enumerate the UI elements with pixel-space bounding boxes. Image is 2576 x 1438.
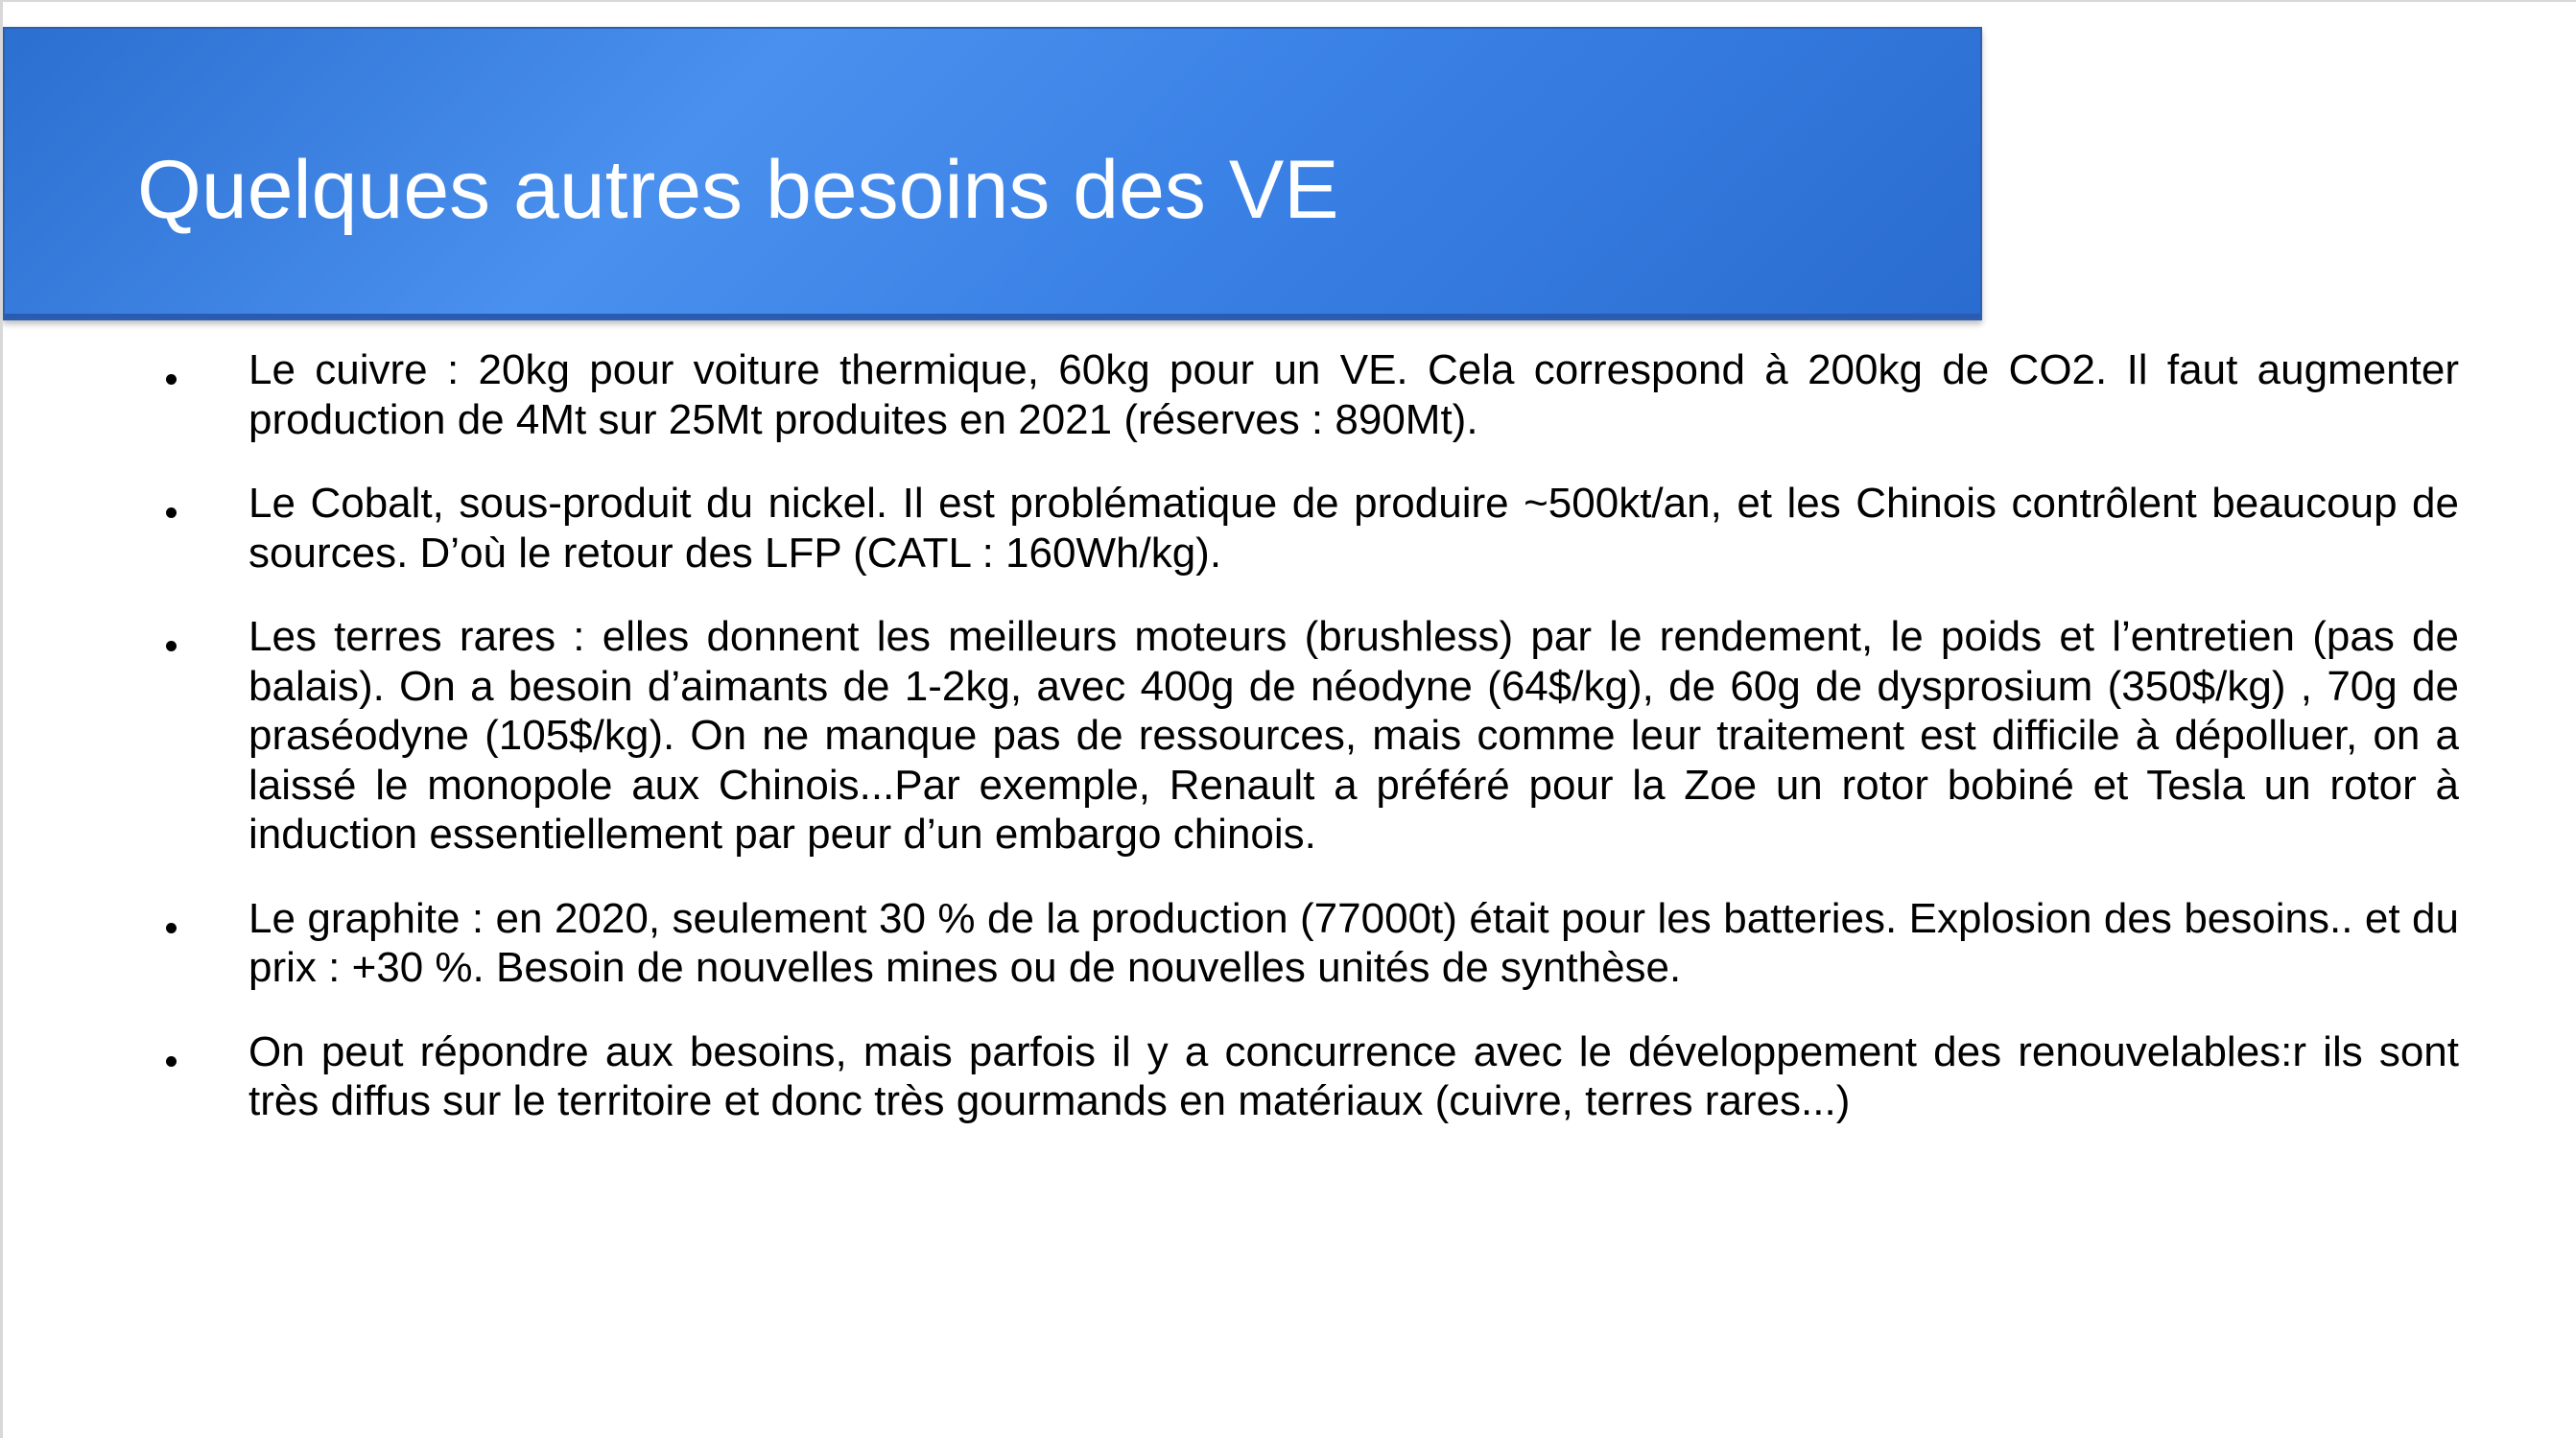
bullet-text: Le graphite : en 2020, seulement 30 % de la production (77000t) était pour les batteries. Explosion des besoins.. et du prix : +30 %. Besoin de nouvelles mines ou de nouvelles unités de synthèse.	[248, 894, 2459, 991]
title-banner	[3, 27, 1982, 320]
bullet-list	[156, 345, 2459, 1161]
bullet-icon	[166, 923, 177, 933]
bullet-item-cobalt	[156, 479, 2459, 578]
bullet-item-terres-rares	[156, 612, 2459, 860]
bullet-item-cuivre	[156, 345, 2459, 444]
bullet-item-renouvelables	[156, 1027, 2459, 1126]
bullet-text: On peut répondre aux besoins, mais parfois il y a concurrence avec le développement des renouvelables:r ils sont très diffus sur le territoire et donc très gourmands en matériaux (cuivre, terres rares...)	[248, 1027, 2459, 1124]
slide-title: Quelques autres besoins des VE	[137, 144, 1339, 236]
bullet-text: Le cuivre : 20kg pour voiture thermique, 60kg pour un VE. Cela correspond à 200kg de CO2. Il faut augmenter production de 4Mt sur 25Mt produites en 2021 (réserves : 890Mt).	[248, 346, 2459, 443]
bullet-icon	[166, 374, 177, 385]
bullet-text: Le Cobalt, sous-produit du nickel. Il est problématique de produire ~500kt/an, et les Chinois contrôlent beaucoup de sources. D’où le retour des LFP (CATL : 160Wh/kg).	[248, 480, 2459, 577]
bullet-icon	[166, 641, 177, 651]
bullet-item-graphite	[156, 894, 2459, 993]
bullet-icon	[166, 1056, 177, 1067]
bullet-text: Les terres rares : elles donnent les meilleurs moteurs (brushless) par le rendement, le poids et l’entretien (pas de balais). On a besoin d’aimants de 1-2kg, avec 400g de néodyne (64$/kg), de 60g de dysprosium (350$/kg) , 70g de praséodyne (105$/kg). On ne manque pas de ressources, mais comme leur traitement est difficile à dépolluer, on a laissé le monopole aux Chinois...Par exemple, Renault a préféré pour la Zoe un rotor bobiné et Tesla un rotor à induction essentiellement par peur d’un embargo chinois.	[248, 613, 2459, 858]
bullet-icon	[166, 507, 177, 518]
